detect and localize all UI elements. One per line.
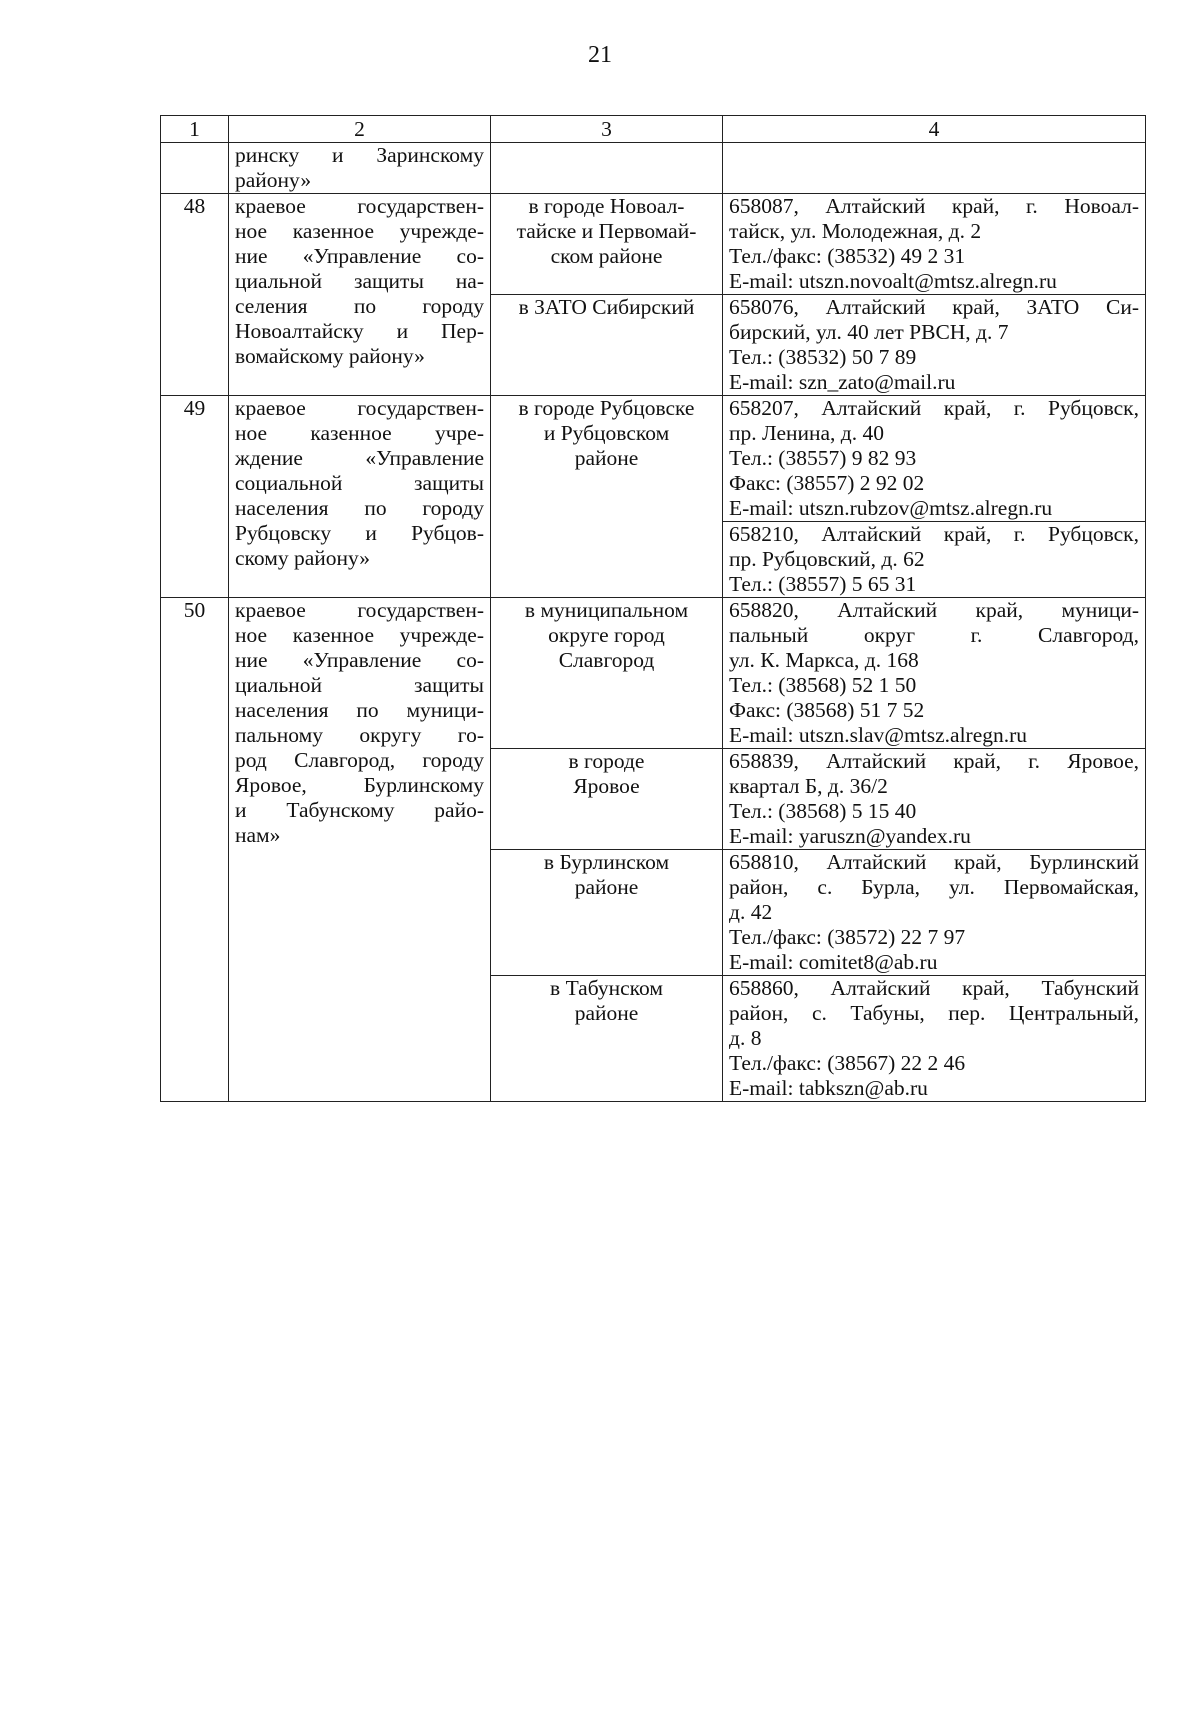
name-line: ное казенное учре- — [235, 421, 484, 445]
email-line: E-mail: yaruszn@yandex.ru — [729, 824, 971, 848]
name-line: краевое государствен- — [235, 396, 484, 420]
name-line: Новоалтайску и Пер- — [235, 319, 484, 343]
territory-line: округе город — [548, 623, 665, 647]
territory-line: Славгород — [558, 648, 655, 672]
contact-line: пальный округ г. Славгород, — [729, 623, 1139, 647]
table-row-48 — [161, 194, 1146, 295]
contact-line: район, с. Табуны, пер. Центральный, — [729, 1001, 1139, 1025]
contact-line: 658839, Алтайский край, г. Яровое, — [729, 749, 1139, 773]
name-line: ние «Управление со- — [235, 648, 484, 672]
contact-line: район, с. Бурла, ул. Первомайская, — [729, 875, 1139, 899]
territory-line: районе — [574, 446, 639, 470]
contact-line: д. 8 — [729, 1026, 762, 1050]
name-line: социальной защиты — [235, 471, 484, 495]
territory-line: тайске и Первомай- — [516, 219, 697, 243]
name-line: вомайскому району» — [235, 344, 425, 368]
name-line: скому району» — [235, 546, 371, 570]
contact-cell — [723, 396, 1146, 522]
territory-line: районе — [574, 1001, 639, 1025]
name-line: нам» — [235, 823, 281, 847]
contact-line: пр. Ленина, д. 40 — [729, 421, 884, 445]
institution-name-cell — [229, 194, 491, 396]
territory-line: Яровое — [573, 774, 640, 798]
contact-line: квартал Б, д. 36/2 — [729, 774, 888, 798]
contact-cell — [723, 976, 1146, 1102]
institutions-table — [160, 115, 1146, 1102]
name-line: населения по городу — [235, 496, 484, 520]
contact-line: 658210, Алтайский край, г. Рубцовск, — [729, 522, 1139, 546]
email-line: E-mail: tabkszn@ab.ru — [729, 1076, 928, 1100]
contact-line: пр. Рубцовский, д. 62 — [729, 547, 925, 571]
contact-line: бирский, ул. 40 лет РВСН, д. 7 — [729, 320, 1009, 344]
name-line: краевое государствен- — [235, 598, 484, 622]
contact-cell — [723, 749, 1146, 850]
contact-line: 658810, Алтайский край, Бурлинский — [729, 850, 1139, 874]
contact-line: Тел.: (38557) 5 65 31 — [729, 572, 917, 596]
territory-cell — [491, 194, 723, 295]
contact-line: 658820, Алтайский край, муници- — [729, 598, 1139, 622]
contact-line: д. 42 — [729, 900, 773, 924]
contact-line: ул. К. Маркса, д. 168 — [729, 648, 919, 672]
institution-name-cell — [229, 598, 491, 1102]
contact-cell — [723, 522, 1146, 598]
email-line: E-mail: utszn.slav@mtsz.alregn.ru — [729, 723, 1028, 747]
contact-line: Факс: (38568) 51 7 52 — [729, 698, 925, 722]
table-header-row — [161, 116, 1146, 143]
column-header-4: 4 — [723, 116, 1146, 143]
contact-cell — [723, 143, 1146, 194]
territory-line: в ЗАТО Сибирский — [518, 295, 695, 319]
territory-cell — [491, 396, 723, 598]
contact-cell — [723, 850, 1146, 976]
name-line: ждение «Управление — [235, 446, 484, 470]
contact-line: Тел.: (38532) 50 7 89 — [729, 345, 917, 369]
territory-line: в городе Рубцовске — [518, 396, 695, 420]
institution-name-cell — [229, 143, 491, 194]
email-line: E-mail: utszn.novoalt@mtsz.alregn.ru — [729, 269, 1057, 293]
territory-line: в Табунском — [550, 976, 663, 1000]
contact-line: Факс: (38557) 2 92 02 — [729, 471, 925, 495]
name-line: Рубцовску и Рубцов- — [235, 521, 484, 545]
name-line: ное казенное учрежде- — [235, 623, 484, 647]
contact-line: тайск, ул. Молодежная, д. 2 — [729, 219, 982, 243]
name-line: ное казенное учрежде- — [235, 219, 484, 243]
name-line: и Табунскому райо- — [235, 798, 484, 822]
contact-line: Тел./факс: (38572) 22 7 97 — [729, 925, 966, 949]
table-row-49 — [161, 396, 1146, 522]
table-row-50 — [161, 598, 1146, 749]
name-line: району» — [235, 168, 312, 192]
contact-cell — [723, 295, 1146, 396]
territory-cell — [491, 749, 723, 850]
contact-line: 658860, Алтайский край, Табунский — [729, 976, 1139, 1000]
territory-cell — [491, 295, 723, 396]
name-line: населения по муници- — [235, 698, 484, 722]
name-line: ние «Управление со- — [235, 244, 484, 268]
territory-line: ском районе — [550, 244, 663, 268]
row-number-cell: 49 — [161, 396, 229, 598]
territory-line: и Рубцовском — [543, 421, 670, 445]
page-number: 21 — [588, 42, 612, 68]
row-number-cell — [161, 143, 229, 194]
email-line: E-mail: comitet8@ab.ru — [729, 950, 938, 974]
name-line: циальной защиты — [235, 673, 484, 697]
name-line: род Славгород, городу — [235, 748, 484, 772]
territory-line: в городе — [568, 749, 645, 773]
name-line: ринску и Заринскому — [235, 143, 484, 167]
table-row-continuation — [161, 143, 1146, 194]
territory-line: районе — [574, 875, 639, 899]
territory-cell — [491, 143, 723, 194]
contact-cell — [723, 194, 1146, 295]
contact-line: Тел.: (38568) 52 1 50 — [729, 673, 917, 697]
territory-line: в Бурлинском — [543, 850, 670, 874]
name-line: Яровое, Бурлинскому — [235, 773, 484, 797]
name-line: селения по городу — [235, 294, 484, 318]
contact-line: Тел.: (38568) 5 15 40 — [729, 799, 917, 823]
contact-line: Тел./факс: (38567) 22 2 46 — [729, 1051, 966, 1075]
column-header-1: 1 — [161, 116, 229, 143]
territory-cell — [491, 976, 723, 1102]
email-line: E-mail: utszn.rubzov@mtsz.alregn.ru — [729, 496, 1053, 520]
name-line: краевое государствен- — [235, 194, 484, 218]
row-number-cell: 48 — [161, 194, 229, 396]
contact-line: 658076, Алтайский край, ЗАТО Си- — [729, 295, 1139, 319]
name-line: пальному округу го- — [235, 723, 484, 747]
institution-name-cell — [229, 396, 491, 598]
contact-line: 658207, Алтайский край, г. Рубцовск, — [729, 396, 1139, 420]
contact-cell — [723, 598, 1146, 749]
contact-line: Тел.: (38557) 9 82 93 — [729, 446, 917, 470]
name-line: циальной защиты на- — [235, 269, 484, 293]
territory-cell — [491, 850, 723, 976]
contact-line: Тел./факс: (38532) 49 2 31 — [729, 244, 966, 268]
territory-line: в муниципальном — [524, 598, 689, 622]
contact-line: 658087, Алтайский край, г. Новоал- — [729, 194, 1139, 218]
column-header-3: 3 — [491, 116, 723, 143]
row-number-cell: 50 — [161, 598, 229, 1102]
territory-cell — [491, 598, 723, 749]
territory-line: в городе Новоал- — [528, 194, 685, 218]
column-header-2: 2 — [229, 116, 491, 143]
email-line: E-mail: szn_zato@mail.ru — [729, 370, 956, 394]
